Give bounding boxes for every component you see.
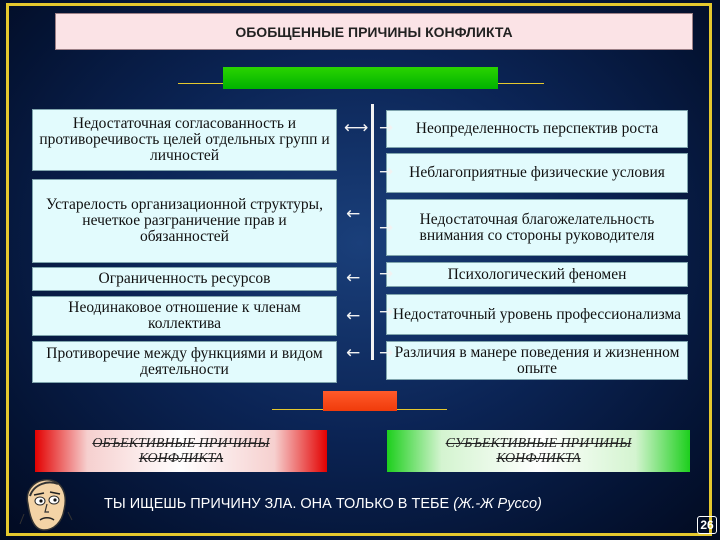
right-cause-4: Психологический феномен	[386, 262, 688, 287]
right-arrow-icon: →	[379, 218, 394, 238]
right-cause-1: Неопределенность перспектив роста	[386, 110, 688, 148]
double-arrow-icon: ⟷	[344, 118, 369, 138]
objective-causes-label	[35, 430, 327, 472]
quote-text: ТЫ ИЩЕШЬ ПРИЧИНУ ЗЛА. ОНА ТОЛЬКО В ТЕБЕ	[104, 496, 450, 512]
left-arrow-icon: ←	[346, 343, 361, 363]
left-arrow-icon: ←	[346, 268, 361, 288]
right-cause-5: Недостаточный уровень профессионализма	[386, 294, 688, 335]
right-cause-6: Различия в манере поведения и жизненном опыте	[386, 341, 688, 380]
right-cause-2: Неблагоприятные физические условия	[386, 153, 688, 193]
left-cause-4: Неодинаковое отношение к членам коллектива	[32, 296, 337, 336]
right-arrow-icon: →	[379, 264, 394, 284]
right-cause-3: Недостаточная благожелательность внимания со стороны руководителя	[386, 199, 688, 256]
left-arrow-icon: ←	[346, 306, 361, 326]
right-arrow-icon: →	[379, 302, 394, 322]
quote	[104, 496, 542, 512]
subjective-causes-label	[387, 430, 690, 472]
orange-bar	[323, 391, 397, 411]
right-arrow-icon: →	[379, 343, 394, 363]
objective-causes-text: ОБЪЕКТИВНЫЕ ПРИЧИНЫ КОНФЛИКТА	[92, 436, 270, 466]
left-arrow-icon: ←	[346, 204, 361, 224]
left-cause-5: Противоречие между функциями и видом деятельности	[32, 341, 337, 383]
right-arrow-icon: →	[379, 162, 394, 182]
center-connector-line	[371, 104, 374, 360]
left-cause-3: Ограниченность ресурсов	[32, 267, 337, 291]
slide-title: ОБОБЩЕННЫЕ ПРИЧИНЫ КОНФЛИКТА	[55, 13, 693, 50]
right-arrow-icon: →	[379, 118, 394, 138]
subjective-causes-text: СУБЪЕКТИВНЫЕ ПРИЧИНЫ КОНФЛИКТА	[445, 436, 632, 466]
left-cause-1: Недостаточная согласованность и противоречивость целей отдельных групп и личностей	[32, 109, 337, 171]
worried-face-icon	[18, 474, 74, 534]
page-number: 26	[697, 516, 717, 534]
green-bar	[223, 67, 498, 89]
left-cause-2: Устарелость организационной структуры, нечеткое разграничение прав и обязанностей	[32, 179, 337, 263]
quote-author: (Ж.-Ж Руссо)	[453, 496, 542, 512]
